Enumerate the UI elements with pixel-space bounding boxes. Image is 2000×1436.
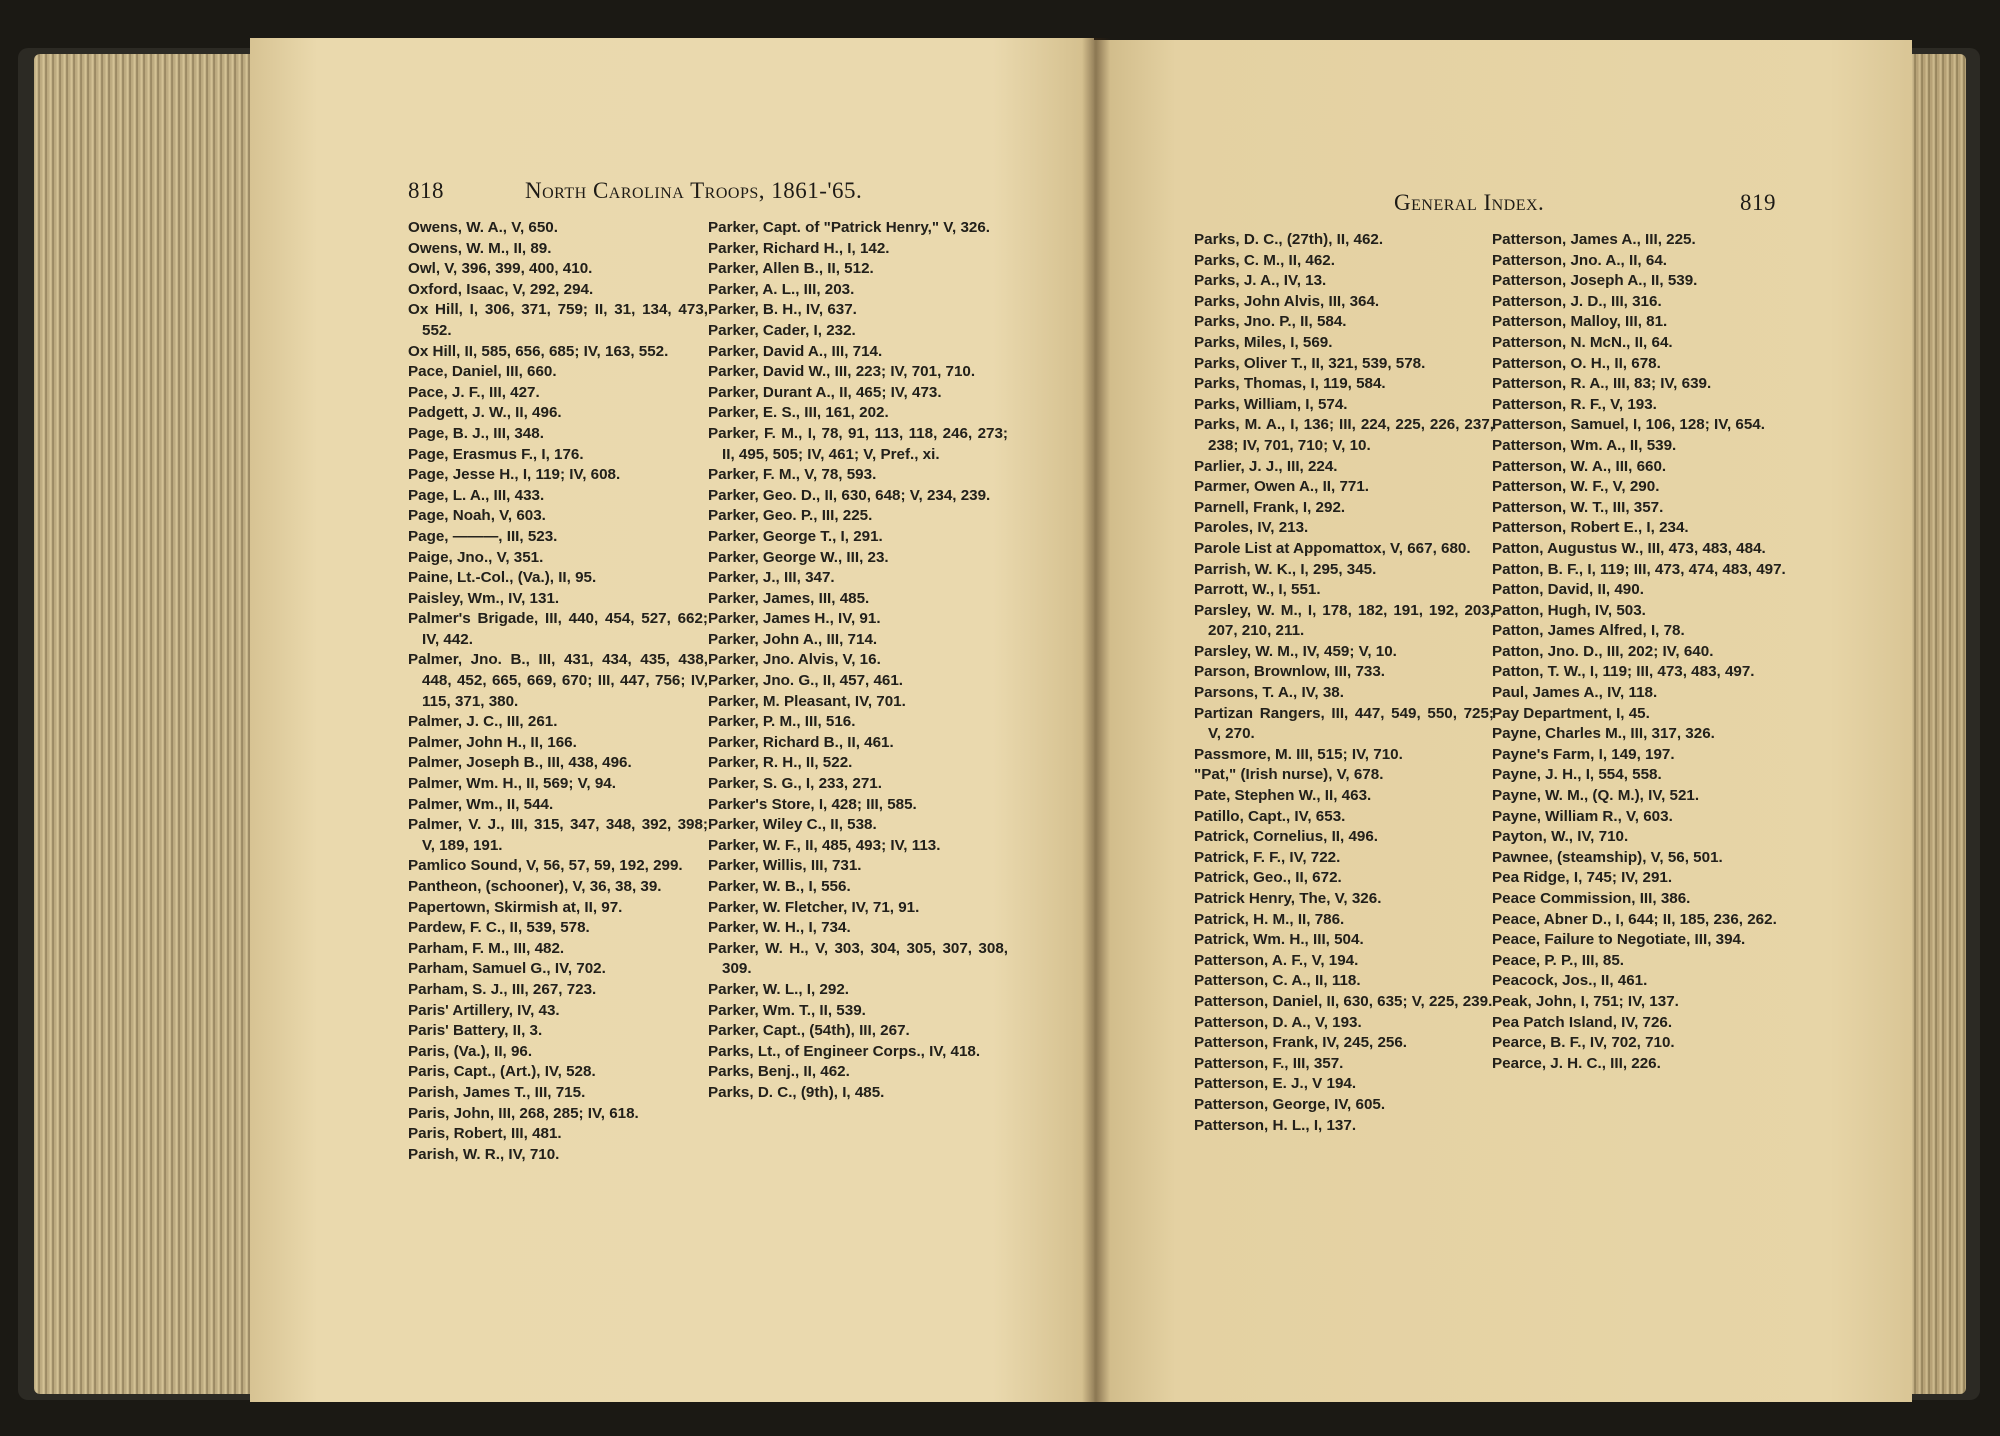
index-entry: Patterson, R. A., III, 83; IV, 639. [1492,375,1712,393]
index-entry: Pantheon, (schooner), V, 36, 38, 39. [408,878,662,895]
index-entry: Patterson, F., III, 357. [1194,1054,1344,1072]
index-entry: Parker, David W., III, 223; IV, 701, 710. [708,363,976,381]
index-entry: Paris' Artillery, IV, 43. [408,1001,560,1019]
index-entry: Pamlico Sound, V, 56, 57, 59, 192, 299. [408,857,683,875]
index-entry: Parker, Geo. P., III, 225. [708,507,873,525]
index-entry: Patterson, C. A., II, 118. [1194,972,1361,990]
index-entry: Parker, W. H., I, 734. [708,919,851,937]
index-entry: Parker, Jno. Alvis, V, 16. [708,651,881,669]
index-entry: Patrick, F. F., IV, 722. [1194,848,1341,866]
index-entry: Patterson, N. McN., II, 64. [1492,333,1673,351]
index-entry: Page, Jesse H., I, 119; IV, 608. [408,466,621,484]
index-entry: Parks, Benj., II, 462. [708,1063,850,1081]
index-entry: Payne, J. H., I, 554, 558. [1492,766,1662,784]
index-entry: Palmer, Wm., II, 544. [408,795,554,813]
index-entry: Parker, Richard H., I, 142. [708,239,890,257]
index-entry: Palmer, J. C., III, 261. [408,713,558,731]
index-entry: Pawnee, (steamship), V, 56, 501. [1492,848,1723,866]
index-entry: Parker, J., III, 347. [708,569,835,587]
index-entry: Papertown, Skirmish at, II, 97. [408,898,623,916]
index-entry: Paisley, Wm., IV, 131. [408,589,560,607]
index-entry: Parrott, W., I, 551. [1194,581,1321,599]
index-entry: Patterson, Daniel, II, 630, 635; V, 225, 239. [1194,992,1493,1010]
index-entry: Peak, John, I, 751; IV, 137. [1492,992,1679,1010]
index-entry: Patterson, Malloy, III, 81. [1492,313,1668,331]
index-entry: Parole List at Appomattox, V, 667, 680. [1194,539,1471,557]
index-entry: Parks, John Alvis, III, 364. [1194,292,1380,310]
book-gutter [1082,38,1110,1402]
index-entry: Parker, Cader, I, 232. [708,321,856,339]
index-entry: Parks, Oliver T., II, 321, 539, 578. [1194,354,1426,372]
index-entry: Patterson, W. F., V, 290. [1492,478,1660,496]
right-running-title: General Index. [1394,190,1545,215]
index-entry: Patrick, Cornelius, II, 496. [1194,828,1379,846]
index-entry: Parks, Thomas, I, 119, 584. [1194,375,1386,393]
index-entry: Palmer, Joseph B., III, 438, 496. [408,754,632,772]
index-entry: Palmer, V. J., III, 315, 347, 348, 392, 398; V, 189, 191. [408,816,708,854]
index-entry: Pardew, F. C., II, 539, 578. [408,919,590,937]
index-entry: Owl, V, 396, 399, 400, 410. [408,260,593,278]
index-entry: Paige, Jno., V, 351. [408,548,544,566]
index-entry: Patton, Augustus W., III, 473, 483, 484. [1492,539,1766,557]
index-entry: Parker, W. Fletcher, IV, 71, 91. [708,898,920,916]
left-running-title: North Carolina Troops, 1861-'65. [525,178,863,203]
index-entry: Parker, R. H., II, 522. [708,754,853,772]
left-column-2 [708,218,1008,1104]
left-column-1 [408,218,708,1165]
index-entry: Parks, C. M., II, 462. [1194,251,1335,269]
index-entry: Parker's Store, I, 428; III, 585. [708,795,917,813]
index-entry: Patterson, W. A., III, 660. [1492,457,1667,475]
index-entry: Page, Noah, V, 603. [408,507,546,525]
index-entry: Patton, T. W., I, 119; III, 473, 483, 497. [1492,663,1755,681]
index-entry: Parks, Lt., of Engineer Corps., IV, 418. [708,1042,981,1060]
index-entry: Paris, (Va.), II, 96. [408,1042,533,1060]
index-entry: Peace, Failure to Negotiate, III, 394. [1492,931,1746,949]
left-page-number: 818 [408,178,444,203]
index-entry: Parker, Durant A., II, 465; IV, 473. [708,383,942,401]
index-entry: Parks, William, I, 574. [1194,395,1348,413]
index-entry: Patterson, O. H., II, 678. [1492,354,1661,372]
index-entry: Parker, James H., IV, 91. [708,610,881,628]
index-entry: Page, L. A., III, 433. [408,486,545,504]
index-entry: Parker, Allen B., II, 512. [708,260,874,278]
index-entry: Parlier, J. J., III, 224. [1194,457,1338,475]
index-entry: Patterson, George, IV, 605. [1194,1095,1386,1113]
index-entry: Paul, James A., IV, 118. [1492,684,1658,702]
index-entry: Parker, Capt. of "Patrick Henry," V, 326. [708,219,991,236]
index-entry: Patton, Jno. D., III, 202; IV, 640. [1492,642,1714,660]
index-entry: Peace Commission, III, 386. [1492,890,1691,907]
index-entry: Parks, Miles, I, 569. [1194,333,1333,351]
index-entry: Parker, W. F., II, 485, 493; IV, 113. [708,836,941,854]
index-entry: Patterson, D. A., V, 193. [1194,1013,1362,1031]
index-entry: "Pat," (Irish nurse), V, 678. [1194,766,1384,784]
index-entry: Paris, John, III, 268, 285; IV, 618. [408,1104,639,1122]
index-entry: Patterson, E. J., V 194. [1194,1075,1357,1093]
index-entry: Parks, Jno. P., II, 584. [1194,313,1347,331]
index-entry: Peace, Abner D., I, 644; II, 185, 236, 262. [1492,910,1777,928]
index-entry: Parnell, Frank, I, 292. [1194,498,1346,516]
index-entry: Patterson, J. D., III, 316. [1492,292,1662,310]
index-entry: Parson, Brownlow, III, 733. [1194,663,1386,681]
index-entry: Parmer, Owen A., II, 771. [1194,478,1370,496]
index-entry: Pate, Stephen W., II, 463. [1194,787,1372,805]
index-entry: Pea Patch Island, IV, 726. [1492,1013,1673,1031]
index-entry: Parish, James T., III, 715. [408,1083,586,1101]
index-entry: Patterson, Robert E., I, 234. [1492,519,1689,537]
index-entry: Parker, Capt., (54th), III, 267. [708,1022,910,1040]
index-entry: Payne's Farm, I, 149, 197. [1492,745,1675,763]
index-entry: Paroles, IV, 213. [1194,519,1309,537]
index-entry: Patterson, W. T., III, 357. [1492,498,1664,516]
index-entry: Owens, W. A., V, 650. [408,219,558,236]
right-column-1 [1194,230,1494,1136]
index-entry: Parker, M. Pleasant, IV, 701. [708,692,906,710]
index-entry: Parker, George T., I, 291. [708,527,883,545]
index-entry: Patterson, Samuel, I, 106, 128; IV, 654. [1492,416,1765,434]
index-entry: Parks, M. A., I, 136; III, 224, 225, 226, 237, 238; IV, 701, 710; V, 10. [1194,416,1494,454]
index-entry: Paris, Capt., (Art.), IV, 528. [408,1063,596,1081]
right-page-edges [1910,54,1966,1394]
index-entry: Parker, Wm. T., II, 539. [708,1001,866,1019]
index-entry: Page, B. J., III, 348. [408,424,544,442]
index-entry: Patterson, Joseph A., II, 539. [1492,272,1698,290]
index-entry: Parker, B. H., IV, 637. [708,301,857,319]
index-entry: Parker, David A., III, 714. [708,342,883,360]
right-column-2 [1492,230,1792,1074]
index-entry: Paris, Robert, III, 481. [408,1125,562,1143]
index-entry: Parker, Wiley C., II, 538. [708,816,877,834]
index-entry: Parker, John A., III, 714. [708,630,878,648]
index-entry: Parham, S. J., III, 267, 723. [408,980,597,998]
index-entry: Patillo, Capt., IV, 653. [1194,807,1346,825]
index-entry: Parker, A. L., III, 203. [708,280,855,298]
left-page-edges [34,54,264,1394]
index-entry: Parsons, T. A., IV, 38. [1194,684,1344,702]
index-entry: Parks, J. A., IV, 13. [1194,272,1327,290]
index-entry: Payne, Charles M., III, 317, 326. [1492,725,1715,743]
index-entry: Ox Hill, II, 585, 656, 685; IV, 163, 552. [408,342,669,360]
index-entry: Parker, Richard B., II, 461. [708,733,894,751]
index-entry: Parker, F. M., V, 78, 593. [708,466,877,484]
index-entry: Palmer, John H., II, 166. [408,733,577,751]
index-entry: Ox Hill, I, 306, 371, 759; II, 31, 134, 473, 552. [408,301,708,339]
index-entry: Page, ———, III, 523. [408,527,558,545]
index-entry: Patterson, A. F., V, 194. [1194,951,1359,969]
index-entry: Parker, P. M., III, 516. [708,713,856,731]
index-entry: Peace, P. P., III, 85. [1492,951,1625,969]
index-entry: Patton, David, II, 490. [1492,581,1644,599]
index-entry: Parham, Samuel G., IV, 702. [408,960,606,978]
right-page-number: 819 [1740,190,1776,215]
index-entry: Patrick, Wm. H., III, 504. [1194,931,1364,949]
index-entry: Passmore, M. III, 515; IV, 710. [1194,745,1403,763]
index-entry: Parham, F. M., III, 482. [408,939,565,957]
index-entry: Owens, W. M., II, 89. [408,239,552,257]
index-entry: Pay Department, I, 45. [1492,704,1650,722]
index-entry: Patterson, R. F., V, 193. [1492,395,1657,413]
index-entry: Page, Erasmus F., I, 176. [408,445,584,463]
index-entry: Parker, George W., III, 23. [708,548,889,566]
index-entry: Padgett, J. W., II, 496. [408,404,562,422]
index-entry: Parker, W. H., V, 303, 304, 305, 307, 308, 309. [708,939,1008,978]
index-entry: Patterson, Frank, IV, 245, 256. [1194,1034,1408,1052]
index-entry: Parker, Willis, III, 731. [708,857,862,875]
index-entry: Payton, W., IV, 710. [1492,828,1629,846]
index-entry: Patton, B. F., I, 119; III, 473, 474, 483, 497. [1492,560,1786,578]
index-entry: Patrick, Geo., II, 672. [1194,869,1342,887]
index-entry: Parsley, W. M., IV, 459; V, 10. [1194,642,1397,660]
index-entry: Parish, W. R., IV, 710. [408,1145,560,1163]
index-entry: Patterson, James A., III, 225. [1492,231,1696,248]
index-entry: Payne, William R., V, 603. [1492,807,1673,825]
index-entry: Parker, W. L., I, 292. [708,980,849,998]
index-entry: Payne, W. M., (Q. M.), IV, 521. [1492,787,1700,805]
left-page [250,38,1094,1402]
index-entry: Pace, Daniel, III, 660. [408,363,557,381]
index-entry: Parker, Jno. G., II, 457, 461. [708,672,904,690]
index-entry: Patterson, Jno. A., II, 64. [1492,251,1667,269]
index-entry: Palmer's Brigade, III, 440, 454, 527, 662; IV, 442. [408,610,708,648]
right-page [1094,40,1912,1402]
index-entry: Parker, James, III, 485. [708,589,870,607]
index-entry: Palmer, Wm. H., II, 569; V, 94. [408,775,616,793]
index-entry: Patterson, Wm. A., II, 539. [1492,436,1677,454]
index-entry: Parker, S. G., I, 233, 271. [708,775,882,793]
index-entry: Parsley, W. M., I, 178, 182, 191, 192, 203, 207, 210, 211. [1194,601,1494,640]
index-entry: Paris' Battery, II, 3. [408,1022,543,1040]
index-entry: Parks, D. C., (9th), I, 485. [708,1083,885,1101]
index-entry: Paine, Lt.-Col., (Va.), II, 95. [408,569,597,587]
index-entry: Oxford, Isaac, V, 292, 294. [408,280,594,298]
index-entry: Pearce, B. F., IV, 702, 710. [1492,1034,1675,1052]
index-entry: Pearce, J. H. C., III, 226. [1492,1054,1661,1072]
index-entry: Palmer, Jno. B., III, 431, 434, 435, 438, 448, 452, 665, 669, 670; III, 447, 756; IV, 115, 371, 380. [408,651,708,710]
index-entry: Parks, D. C., (27th), II, 462. [1194,231,1384,248]
index-entry: Pace, J. F., III, 427. [408,383,540,401]
index-entry: Peacock, Jos., II, 461. [1492,972,1648,990]
index-entry: Parker, F. M., I, 78, 91, 113, 118, 246, 273; II, 495, 505; IV, 461; V, Pref., xi. [708,424,1008,463]
index-entry: Parker, Geo. D., II, 630, 648; V, 234, 239. [708,486,991,504]
index-entry: Patton, Hugh, IV, 503. [1492,601,1646,619]
index-entry: Parker, E. S., III, 161, 202. [708,404,889,422]
index-entry: Partizan Rangers, III, 447, 549, 550, 725; V, 270. [1194,704,1494,743]
index-entry: Patrick, H. M., II, 786. [1194,910,1345,928]
index-entry: Pea Ridge, I, 745; IV, 291. [1492,869,1673,887]
index-entry: Patterson, H. L., I, 137. [1194,1116,1357,1134]
index-entry: Parker, W. B., I, 556. [708,878,851,895]
index-entry: Patrick Henry, The, V, 326. [1194,890,1382,907]
index-entry: Patton, James Alfred, I, 78. [1492,622,1685,640]
index-entry: Parrish, W. K., I, 295, 345. [1194,560,1377,578]
